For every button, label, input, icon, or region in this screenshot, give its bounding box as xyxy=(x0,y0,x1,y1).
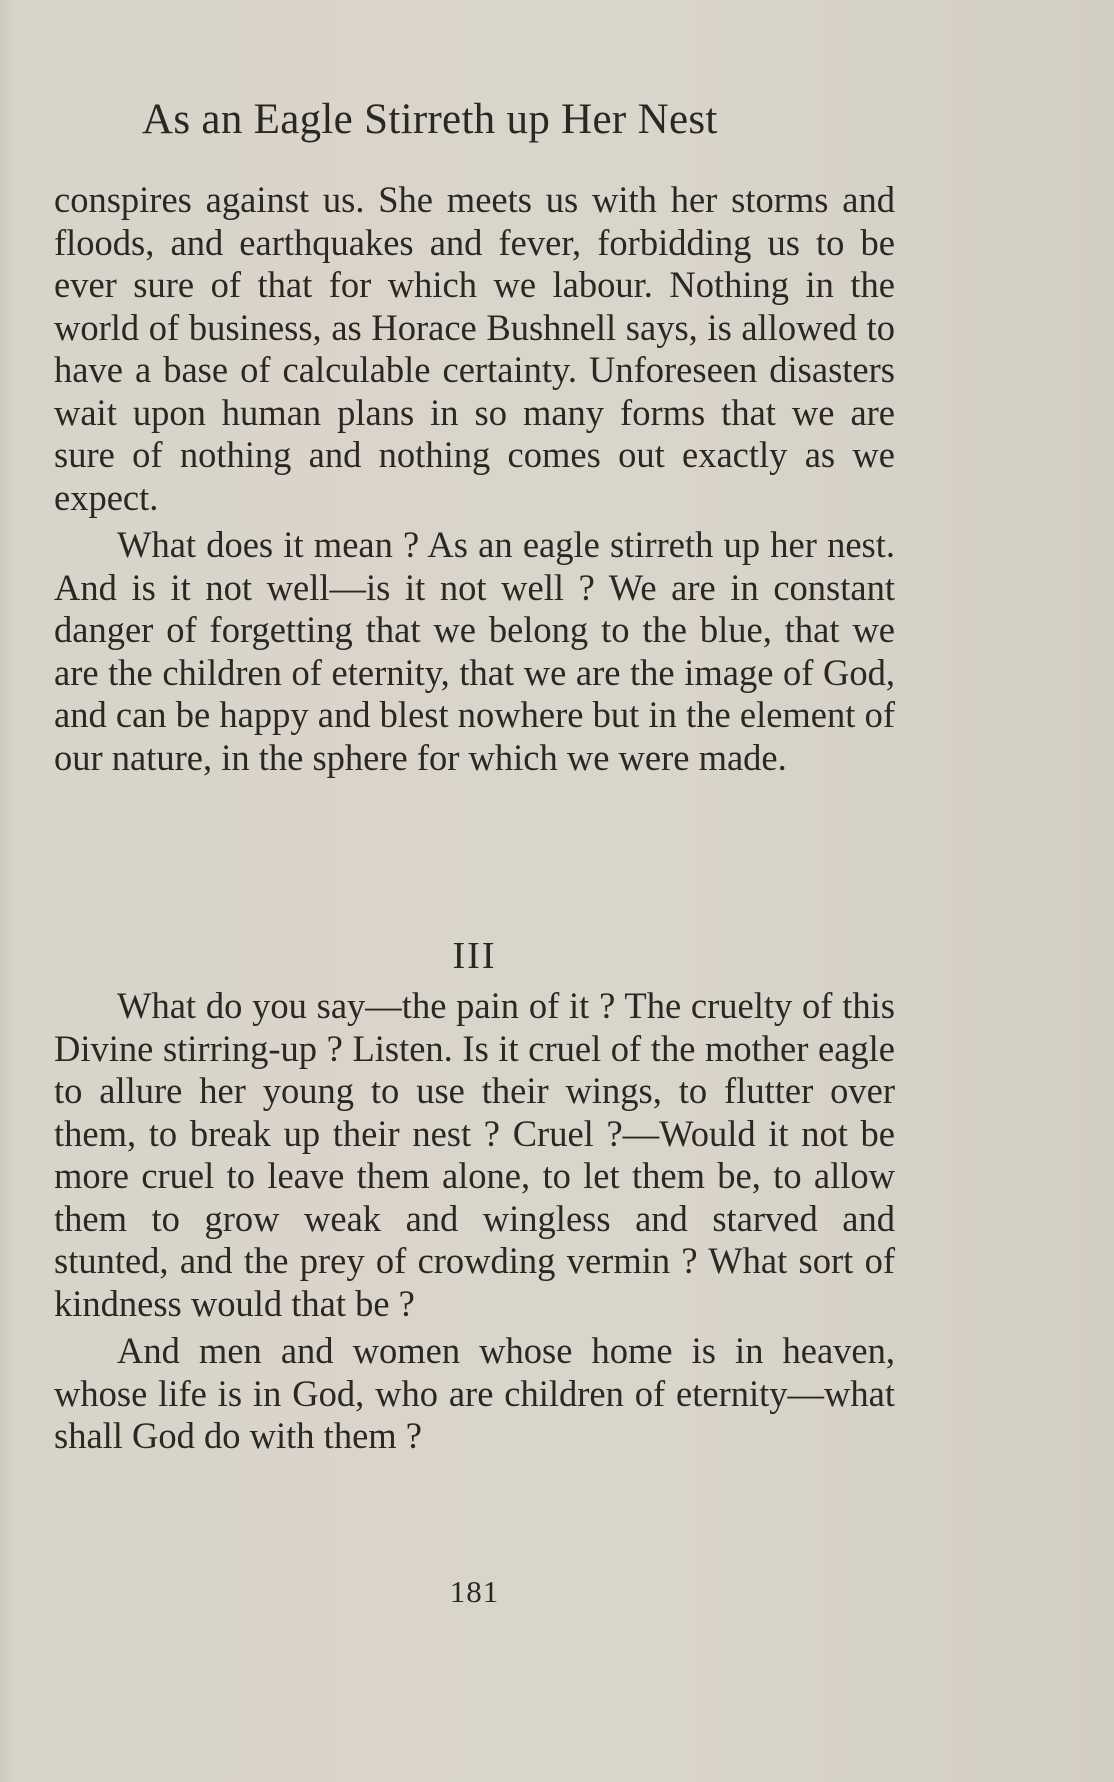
text-block-after-section xyxy=(54,985,895,1458)
running-head: As an Eagle Stirreth up Her Nest xyxy=(142,96,718,143)
page-number: 181 xyxy=(449,1574,500,1609)
text-block-before-section xyxy=(54,179,895,779)
paragraph-pain-of-it: What do you say—the pain of it ? The cruelty of this Divine stirring-up ? Listen. Is it cruel of the mother eagle to allure her young to use their wings, to flutter over them, to break up their nest ? Cruel ?—Would it not be more cruel to leave them alone, to let them be, to allow them to grow weak and wingless and starved and stunted, and the prey of crowding vermin ? What sort of kindness would that be ? xyxy=(54,985,895,1324)
paragraph-what-does-it-mean: What does it mean ? As an eagle stirreth up her nest. And is it not well—is it not well ? We are in constant danger of forgetting that we belong to the blue, that we are the children of eternity, that we are the image of God, and can be happy and blest nowhere but in the element of our nature, in the sphere for which we were made. xyxy=(54,524,895,778)
paragraph-continued: conspires against us. She meets us with her storms and floods, and earthquakes and fever, forbidding us to be ever sure of that for which we labour. Nothing in the world of business, as Horace Bushnell says, is allowed to have a base of calculable certainty. Unforeseen disasters wait upon human plans in so many forms that we are sure of nothing and nothing comes out exactly as we expect. xyxy=(54,179,895,518)
section-heading: III xyxy=(452,935,497,977)
paragraph-men-and-women: And men and women whose home is in heaven, whose life is in God, who are children of eternity—what shall God do with them ? xyxy=(54,1330,895,1456)
